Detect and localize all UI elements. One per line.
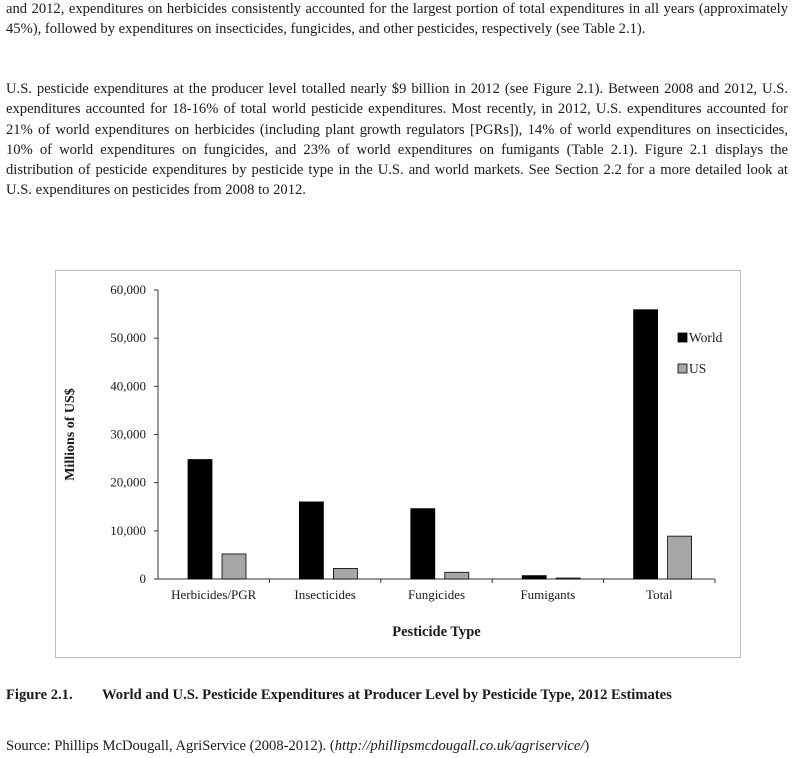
figure-chart bbox=[55, 270, 741, 658]
x-axis-title: Pesticide Type bbox=[392, 624, 481, 640]
x-tick-label: Total bbox=[646, 587, 673, 602]
bar-us-herbicides-pgr bbox=[222, 554, 246, 579]
y-tick-label: 10,000 bbox=[110, 522, 146, 538]
y-tick-label: 30,000 bbox=[110, 426, 146, 442]
y-tick-label: 60,000 bbox=[110, 282, 146, 297]
y-tick-label: 50,000 bbox=[110, 330, 146, 346]
paragraph-us-expenditures: U.S. pesticide expenditures at the producer level totalled nearly $9 billion in 2012 (see Figure 2.1). Between 2008 and 2012, U.S. expenditures accounted for 18-16% of total world pesticide expenditures. Most recently, in 2012, U.S. expenditures accounted for 21% of world expenditures on herbicides (including plant growth regulators [PGRs]), 14% of world expenditures on insecticides, 10% of world expenditures on fungicides, and 23% of world expenditures on fumigants (Table 2.1). Figure 2.1 displays the distribution of pesticide expenditures by pesticide type in the U.S. and world markets. See Section 2.2 for a more detailed look at U.S. expenditures on pesticides from 2008 to 2012. bbox=[6, 81, 788, 199]
figure-caption bbox=[6, 687, 672, 704]
bar-us-fungicides bbox=[445, 572, 469, 579]
y-axis-title: Millions of US$ bbox=[63, 388, 78, 481]
x-tick-label: Fungicides bbox=[407, 587, 466, 602]
source-line bbox=[6, 738, 589, 755]
bar-world-herbicides-pgr bbox=[188, 460, 212, 579]
y-tick-label: 40,000 bbox=[110, 378, 146, 394]
bar-world-total bbox=[634, 310, 658, 579]
bar-world-fumigants bbox=[522, 576, 546, 579]
figure-number: Figure 2.1. bbox=[6, 687, 73, 703]
legend-label-world: World bbox=[689, 330, 723, 345]
source-close: ) bbox=[584, 738, 590, 754]
source-label: Source: Phillips McDougall, AgriService (2008-2012). ( bbox=[6, 738, 335, 754]
source-url[interactable]: http://phillipsmcdougall.co.uk/agriservice/ bbox=[334, 738, 585, 754]
x-tick-label: Fumigants bbox=[520, 587, 576, 602]
bar-us-fumigants bbox=[556, 578, 580, 579]
x-tick-label: Insecticides bbox=[294, 587, 356, 602]
x-tick-label: Herbicides/PGR bbox=[171, 587, 257, 602]
legend-swatch-world bbox=[678, 333, 687, 342]
legend-label-us: US bbox=[689, 361, 707, 376]
legend-swatch-us bbox=[678, 364, 687, 373]
y-tick-label: 0 bbox=[139, 571, 146, 586]
y-tick-label: 20,000 bbox=[110, 474, 146, 490]
bar-chart-svg bbox=[56, 271, 740, 657]
paragraph-intro: and 2012, expenditures on herbicides consistently accounted for the largest portion of total expenditures in all years (approximately 45%), followed by expenditures on insecticides, fungicides, and other pesticides, respectively (see Table 2.1). bbox=[6, 1, 788, 38]
bar-us-insecticides bbox=[333, 568, 357, 579]
bar-us-total bbox=[668, 536, 692, 579]
bar-world-insecticides bbox=[299, 502, 323, 579]
figure-title: World and U.S. Pesticide Expenditures at Producer Level by Pesticide Type, 2012 Estimates bbox=[102, 687, 672, 703]
bar-world-fungicides bbox=[411, 509, 435, 579]
